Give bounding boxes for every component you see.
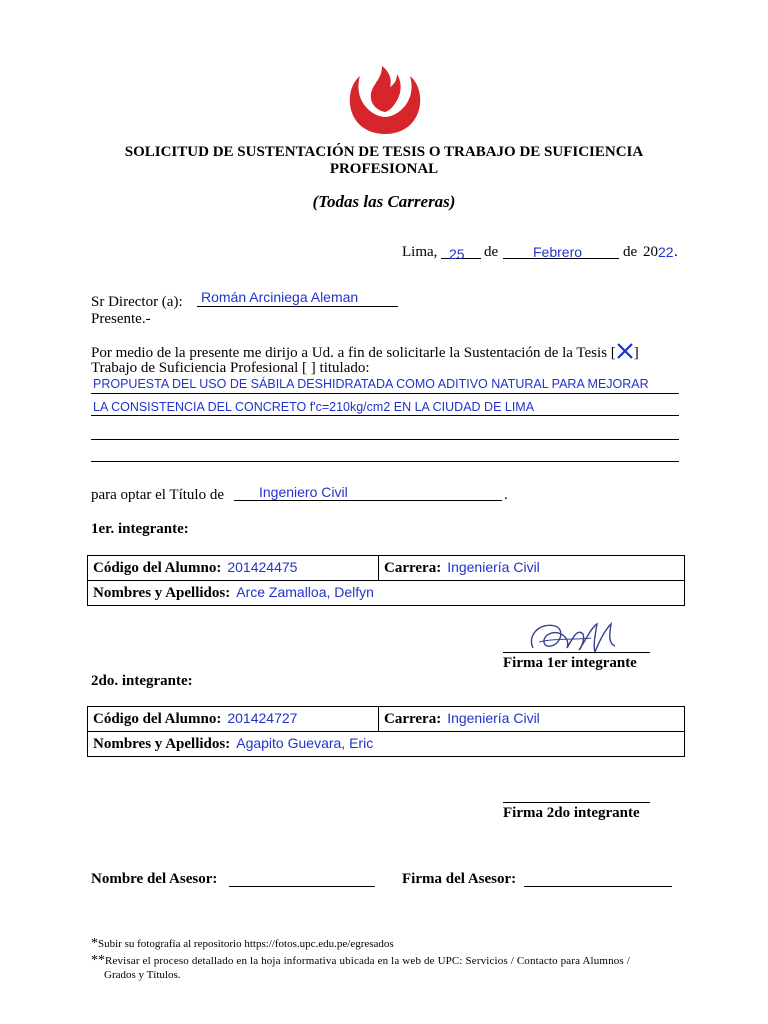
member1-code-cell: [88, 556, 379, 581]
table-row: [88, 556, 685, 581]
code-label: Código del Alumno:: [93, 560, 222, 576]
member2-signature-label: Firma 2do integrante: [503, 805, 640, 821]
advisor-signature-label: Firma del Asesor:: [402, 871, 517, 887]
member1-heading: 1er. integrante:: [91, 521, 189, 537]
footnote-1-text: Subir su fotografía al repositorio https://fotos.upc.edu.pe/egresados: [98, 938, 394, 950]
degree-value: Ingeniero Civil: [259, 484, 348, 500]
bracket-close: ]: [633, 345, 639, 361]
request-text: Por medio de la presente me dirijo a Ud. a fin de solicitarle la Sustentación de la Tesis [: [91, 345, 616, 361]
date-city-label: Lima,: [402, 244, 438, 260]
member1-signature-label: Firma 1er integrante: [503, 655, 637, 671]
advisor-name-line: [229, 886, 375, 887]
member1-career-value: Ingeniería Civil: [447, 559, 540, 575]
member2-heading: 2do. integrante:: [91, 673, 193, 689]
career-label: Carrera:: [384, 711, 442, 727]
director-underline: [197, 306, 398, 307]
member1-signature-line: [503, 652, 650, 653]
member1-name-value: Arce Zamalloa, Delfyn: [236, 584, 374, 600]
table-row: [88, 732, 685, 757]
title-underline-4: [91, 461, 679, 462]
member1-career-cell: [379, 556, 685, 581]
document-title-line2: PROFESIONAL: [329, 161, 439, 177]
member2-code-value: 201424727: [227, 710, 298, 726]
code-label: Código del Alumno:: [93, 711, 222, 727]
director-label: Sr Director (a):: [91, 294, 183, 310]
director-name-value: Román Arciniega Aleman: [201, 289, 359, 305]
date-year-suffix: 22: [658, 244, 674, 260]
footnote-2-line2: Grados y Títulos.: [104, 969, 181, 981]
thesis-title-line2: LA CONSISTENCIA DEL CONCRETO f'c=210kg/cm2 EN LA CIUDAD DE LIMA: [93, 400, 535, 414]
title-underline-3: [91, 439, 679, 440]
name-label: Nombres y Apellidos:: [93, 736, 231, 752]
degree-underline: [234, 500, 502, 501]
date-month-value: Febrero: [533, 244, 583, 260]
member2-name-cell: [88, 732, 685, 757]
title-underline-1: [91, 393, 679, 394]
member2-table: [87, 706, 685, 757]
request-text-line2: Trabajo de Suficiencia Profesional [ ] titulado:: [91, 360, 370, 376]
table-row: [88, 581, 685, 606]
member1-code-value: 201424475: [227, 559, 298, 575]
date-year-prefix: 20: [643, 244, 658, 260]
check-mark-icon: [616, 343, 634, 359]
member2-career-cell: [379, 707, 685, 732]
footnote-2-mark: **: [91, 953, 105, 968]
footnote-1: [91, 936, 394, 952]
career-label: Carrera:: [384, 560, 442, 576]
member2-signature-line: [503, 802, 650, 803]
date-period: .: [674, 244, 678, 260]
member1-name-cell: [88, 581, 685, 606]
member2-code-cell: [88, 707, 379, 732]
presente-label: Presente.-: [91, 311, 151, 327]
degree-period: .: [504, 487, 508, 503]
title-underline-2: [91, 415, 679, 416]
name-label: Nombres y Apellidos:: [93, 585, 231, 601]
member2-career-value: Ingeniería Civil: [447, 710, 540, 726]
member1-table: [87, 555, 685, 606]
upc-logo: [346, 60, 424, 136]
document-subtitle: (Todas las Carreras): [312, 192, 456, 211]
advisor-signature-line: [524, 886, 672, 887]
degree-label: para optar el Título de: [91, 487, 225, 503]
date-de-1: de: [484, 244, 499, 260]
advisor-name-label: Nombre del Asesor:: [91, 871, 218, 887]
footnote-2-text: Revisar el proceso detallado en la hoja informativa ubicada en la web de UPC: Servicios / Contacto para Alumnos /: [105, 955, 630, 967]
thesis-title-line1: PROPUESTA DEL USO DE SÁBILA DESHIDRATADA COMO ADITIVO NATURAL PARA MEJORAR: [93, 377, 649, 391]
date-de-2: de: [623, 244, 638, 260]
footnote-2: [91, 953, 676, 969]
table-row: [88, 707, 685, 732]
member2-name-value: Agapito Guevara, Eric: [236, 735, 374, 751]
document-title-line1: SOLICITUD DE SUSTENTACIÓN DE TESIS O TRABAJO DE SUFICIENCIA: [124, 144, 644, 160]
date-day-value: 25: [449, 246, 465, 262]
footnote-1-mark: *: [91, 936, 98, 951]
